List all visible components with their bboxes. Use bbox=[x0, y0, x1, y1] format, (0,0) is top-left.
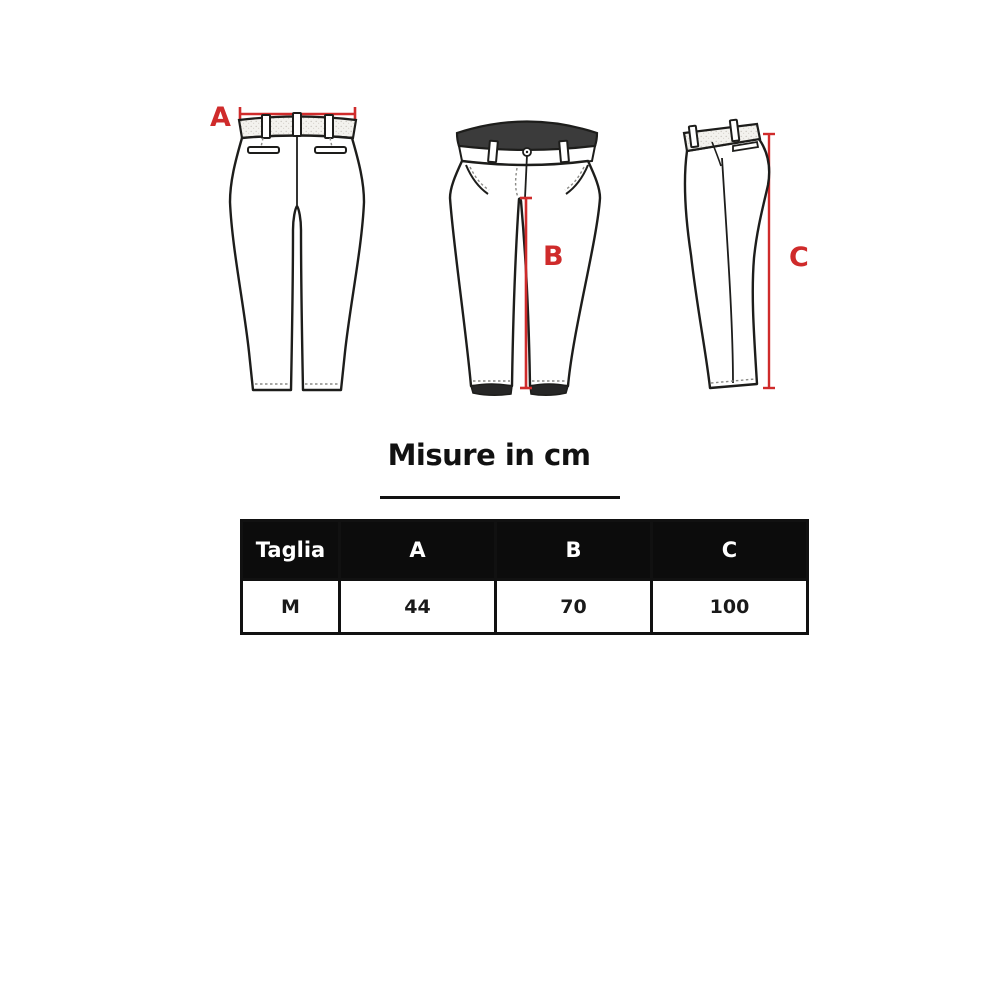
front-button bbox=[523, 148, 531, 156]
measure-label-b: B bbox=[543, 241, 564, 272]
pants-back-view-drawing bbox=[195, 90, 385, 405]
cell-measure-b: 70 bbox=[496, 580, 652, 634]
front-waistband-inner bbox=[457, 122, 597, 151]
cell-measure-a: 44 bbox=[340, 580, 496, 634]
table-header-b: B bbox=[496, 521, 652, 580]
front-hems bbox=[471, 384, 568, 395]
size-table bbox=[240, 519, 809, 635]
table-header-c: C bbox=[652, 521, 808, 580]
measure-label-c: C bbox=[789, 242, 809, 273]
table-header-a: A bbox=[340, 521, 496, 580]
pants-front-view-drawing bbox=[425, 90, 630, 405]
table-header-taglia: Taglia bbox=[242, 521, 340, 580]
cell-measure-c: 100 bbox=[652, 580, 808, 634]
size-table-row-m bbox=[242, 580, 808, 634]
side-body bbox=[685, 139, 769, 388]
page-title: Misure in cm bbox=[387, 438, 591, 472]
size-table-header-row bbox=[242, 521, 808, 580]
measure-label-a: A bbox=[210, 102, 231, 133]
title-underline bbox=[380, 496, 620, 499]
cell-size: M bbox=[242, 580, 340, 634]
